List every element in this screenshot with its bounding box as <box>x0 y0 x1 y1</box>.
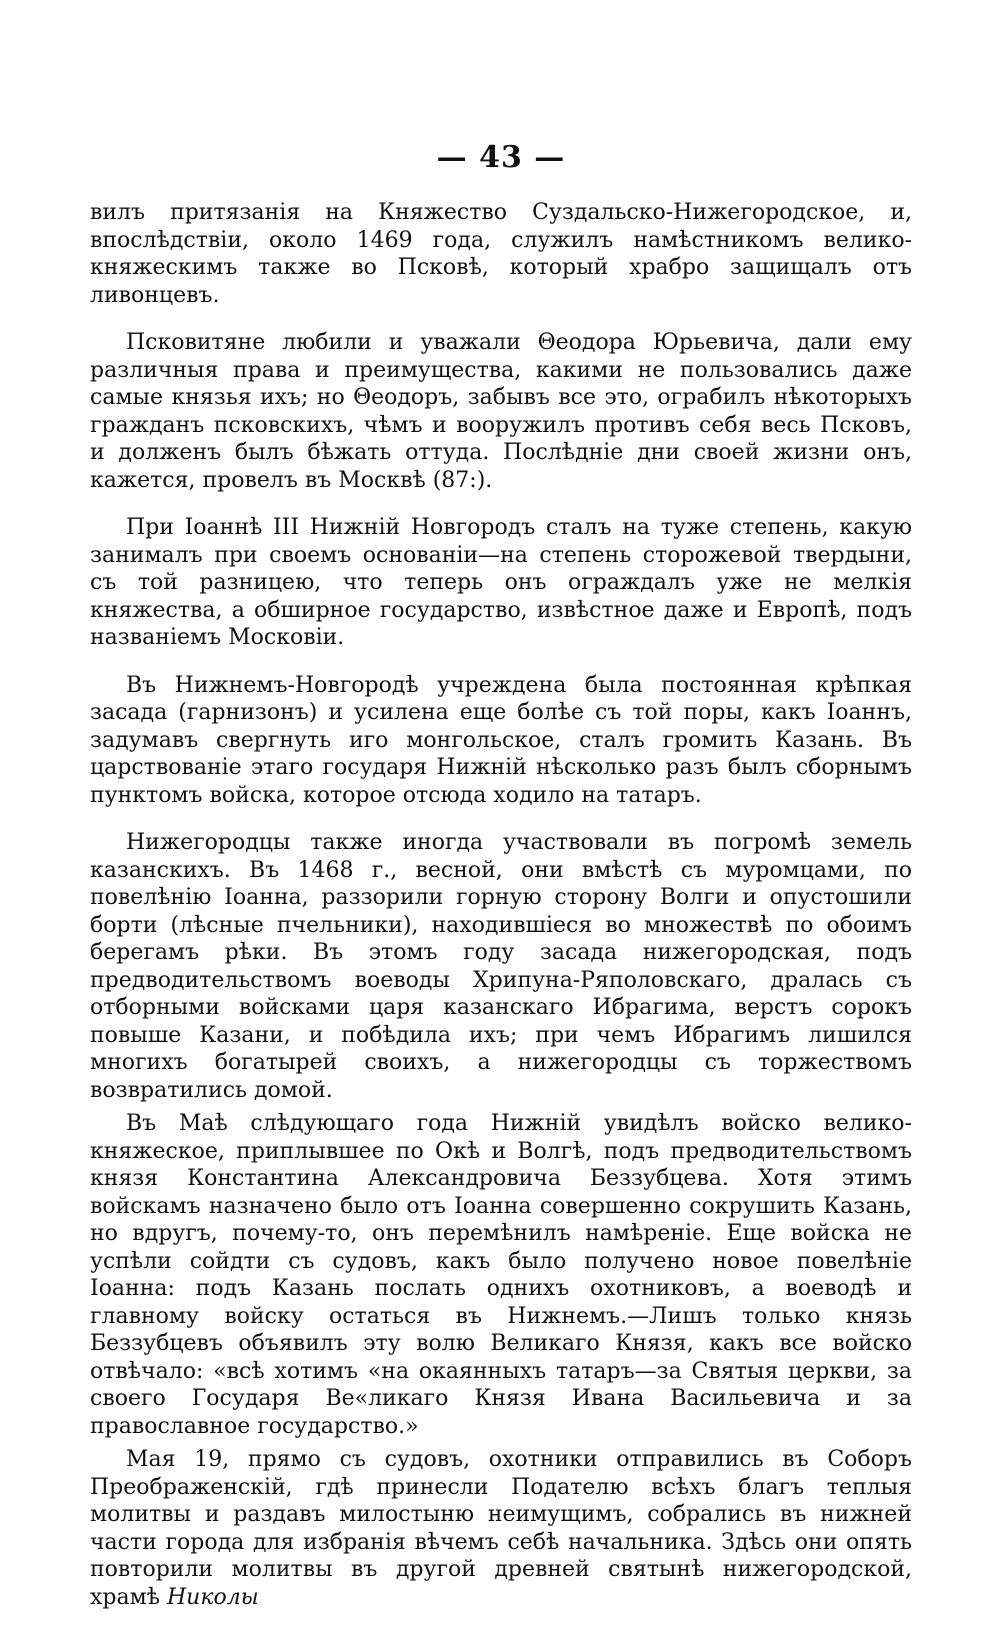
book-page <box>90 140 912 1631</box>
paragraph-7 <box>90 1446 912 1611</box>
paragraph-1: вилъ притязанія на Княжество Суздальско-Нижегородское, и, впослѣдствіи, около 1469 года, служилъ намѣстникомъ велико-княжескимъ также во Псковѣ, который храбро защищалъ отъ ливонцевъ. <box>90 200 912 308</box>
paragraph-3: При Іоаннѣ III Нижній Новгородъ сталъ на туже степень, какую занималъ при своемъ основаніи—на степень сторожевой твердыни, съ той разницею, что теперь онъ ограждалъ уже не мелкія княжества, а обширное государство, извѣстное даже и Европѣ, подъ названіемъ Московіи. <box>90 515 912 650</box>
paragraph-4: Въ Нижнемъ-Новгородѣ учреждена была постоянная крѣпкая засада (гарнизонъ) и усилена еще болѣе съ той поры, какъ Іоаннъ, задумавъ свергнуть иго монгольское, сталъ громить Казань. Въ царствованіе этаго государя Нижній нѣсколько разъ былъ сборнымъ пунктомъ войска, которое отсюда ходило на татаръ. <box>90 672 912 808</box>
paragraph-2: Псковитяне любили и уважали Θеодора Юрьевича, дали ему различныя права и преимущества, какими не пользовались даже самые князья ихъ; но Θеодоръ, забывъ все это, ограбилъ нѣкоторыхъ гражданъ псковскихъ, чѣмъ и вооружилъ противъ себя весь Псковъ, и долженъ былъ бѣжать оттуда. Послѣдніе дни своей жизни онъ, кажется, провелъ въ Москвѣ (87:). <box>90 330 912 493</box>
paragraph-6: Въ Маѣ слѣдующаго года Нижній увидѣлъ войско велико-княжеское, приплывшее по Окѣ и Волгѣ, подъ предводительствомъ князя Константина Александровича Беззубцева. Хотя этимъ войскамъ назначено было отъ Іоанна совершенно сокрушить Казань, но вдругъ, почему-то, онъ перемѣнилъ намѣреніе. Еще войска не успѣли сойдти съ судовъ, какъ было получено новое повелѣніе Іоанна: подъ Казань послать однихъ охотниковъ, а воеводѣ и главному войску остаться въ Нижнемъ.—Лишъ только князь Беззубцевъ объявилъ эту волю Великаго Князя, какъ все войско отвѣчало: «всѣ хотимъ «на окаянныхъ татаръ—за Святыя церкви, за своего Государя Ве«ликаго Князя Ивана Васильевича и за православное государство.» <box>90 1111 912 1439</box>
paragraph-7-text: Мая 19, прямо съ судовъ, охотники отправились въ Соборъ Преображенскій, гдѣ принесли Подателю всѣхъ благъ теплыя молитвы и раздавъ милостыню неимущимъ, собрались въ нижней части города для избранія вѣчемъ себѣ начальника. Здѣсь они опять повторили молитвы въ другой древней святынѣ нижегородской, храмѣ <box>90 1447 912 1610</box>
paragraph-5: Нижегородцы также иногда участвовали въ погромѣ земель казанскихъ. Въ 1468 г., весной, они вмѣстѣ съ муромцами, по повелѣнію Іоанна, раззорили горную сторону Волги и опустошили борти (лѣсные пчельники), находившіеся во множествѣ по обоимъ берегамъ рѣки. Въ этомъ году засада нижегородская, подъ предводительствомъ воеводы Хрипуна-Ряполовскаго, дралась съ отборными войсками царя казанскаго Ибрагима, верстъ сорокъ повыше Казани, и побѣдила ихъ; при чемъ Ибрагимъ лишился многихъ богатырей своихъ, а нижегородцы съ торжествомъ возвратились домой. <box>90 830 912 1103</box>
page-number: — 43 — <box>436 140 566 175</box>
paragraph-7-italic-word: Николы <box>167 1584 259 1610</box>
